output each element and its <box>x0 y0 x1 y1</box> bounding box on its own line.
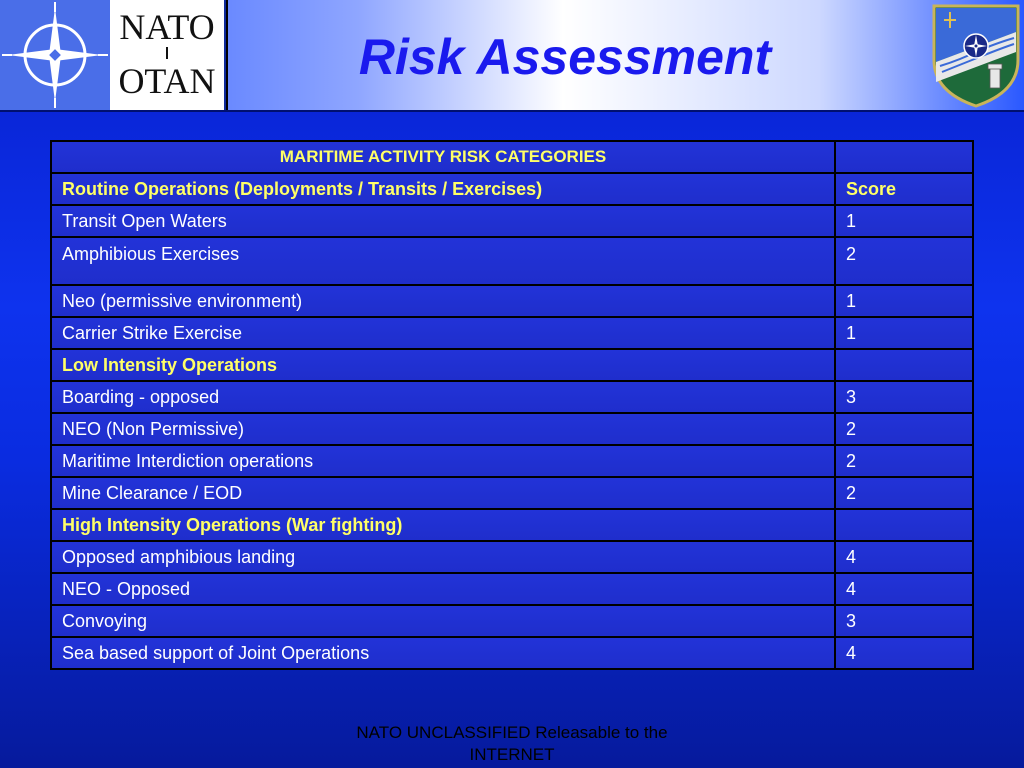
score-cell: 3 <box>835 381 973 413</box>
score-cell: 4 <box>835 573 973 605</box>
activity-cell: Transit Open Waters <box>51 205 835 237</box>
classification-footer <box>312 722 712 766</box>
activity-cell: Boarding - opposed <box>51 381 835 413</box>
table-row <box>51 509 973 541</box>
score-cell: 1 <box>835 285 973 317</box>
score-cell: 1 <box>835 205 973 237</box>
score-cell <box>835 509 973 541</box>
maritime-command-crest-icon <box>930 2 1022 108</box>
activity-cell: Amphibious Exercises <box>51 237 835 285</box>
table-row <box>51 381 973 413</box>
table-row <box>51 349 973 381</box>
activity-cell: NEO (Non Permissive) <box>51 413 835 445</box>
score-cell: 4 <box>835 541 973 573</box>
slide-header <box>0 0 1024 112</box>
nato-otan-wordmark <box>110 0 224 110</box>
footer-line-2: INTERNET <box>469 745 555 764</box>
activity-cell: Carrier Strike Exercise <box>51 317 835 349</box>
table-row <box>51 237 973 285</box>
nato-compass-rose-icon <box>0 0 110 110</box>
table-row <box>51 573 973 605</box>
table-row <box>51 445 973 477</box>
table-row <box>51 205 973 237</box>
score-cell: 4 <box>835 637 973 669</box>
table-row <box>51 541 973 573</box>
score-cell: 2 <box>835 413 973 445</box>
activity-cell: Mine Clearance / EOD <box>51 477 835 509</box>
table-row <box>51 637 973 669</box>
activity-cell: Routine Operations (Deployments / Transits / Exercises) <box>51 173 835 205</box>
activity-cell: NEO - Opposed <box>51 573 835 605</box>
logo-otan-text: OTAN <box>118 61 216 101</box>
activity-cell: High Intensity Operations (War fighting) <box>51 509 835 541</box>
table-row <box>51 413 973 445</box>
score-cell: 2 <box>835 477 973 509</box>
score-cell: 3 <box>835 605 973 637</box>
header-activity-cell: MARITIME ACTIVITY RISK CATEGORIES <box>51 141 835 173</box>
activity-cell: Maritime Interdiction operations <box>51 445 835 477</box>
score-cell: 2 <box>835 237 973 285</box>
activity-cell: Sea based support of Joint Operations <box>51 637 835 669</box>
table-row <box>51 285 973 317</box>
risk-categories-table <box>50 140 974 670</box>
table-row <box>51 317 973 349</box>
table-row <box>51 173 973 205</box>
table-row <box>51 477 973 509</box>
table-row <box>51 605 973 637</box>
table-header-row <box>51 141 973 173</box>
page-title: Risk Assessment <box>358 29 772 85</box>
activity-cell: Neo (permissive environment) <box>51 285 835 317</box>
score-cell: Score <box>835 173 973 205</box>
logo-divider <box>166 47 168 59</box>
score-cell: 2 <box>835 445 973 477</box>
score-cell: 1 <box>835 317 973 349</box>
nato-logo <box>0 0 228 110</box>
activity-cell: Low Intensity Operations <box>51 349 835 381</box>
activity-cell: Opposed amphibious landing <box>51 541 835 573</box>
footer-line-1: NATO UNCLASSIFIED Releasable to the <box>356 723 668 742</box>
score-cell <box>835 349 973 381</box>
logo-nato-text: NATO <box>119 7 215 47</box>
header-score-cell <box>835 141 973 173</box>
activity-cell: Convoying <box>51 605 835 637</box>
